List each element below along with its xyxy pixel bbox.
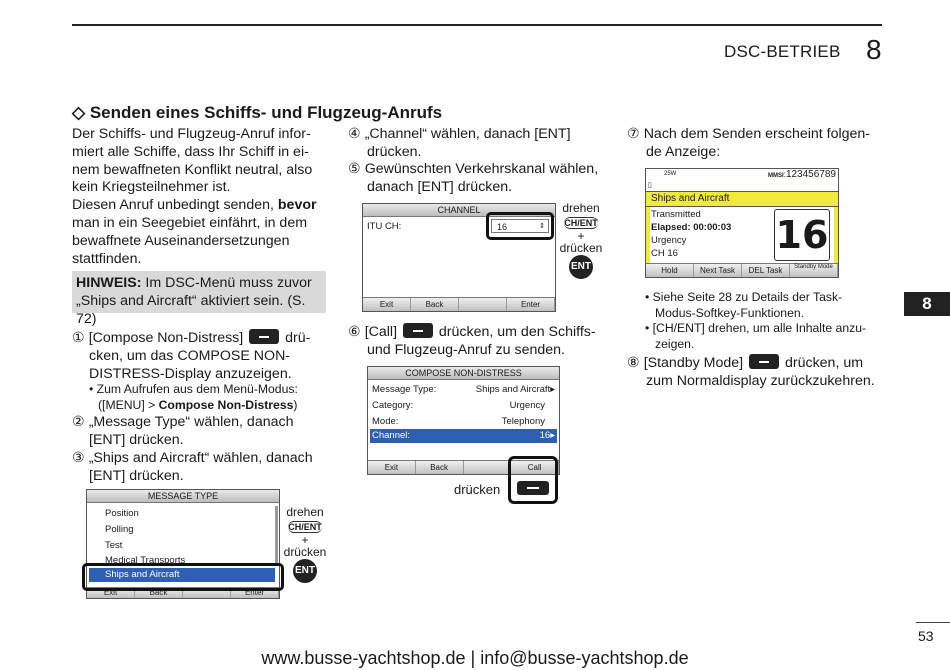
call-banner: Ships and Aircraft: [646, 192, 838, 207]
step-2: ② „Message Type“ wählen, danach [ENT] drücken.: [72, 414, 294, 448]
softkey-icon: [749, 354, 779, 369]
field-highlight: [486, 212, 554, 240]
softkey-icon: [517, 481, 549, 495]
step-6: ⑥ [Call] drücken, um den Schiffs- und Flugzeug-Anruf zu senden.: [348, 324, 596, 358]
call-press-label: drücken: [454, 482, 501, 497]
footer-rule: [916, 622, 950, 623]
step-4: ④ „Channel“ wählen, danach [ENT] drücken.: [348, 126, 571, 160]
dial-icon: CH/ENT: [564, 218, 598, 228]
step-8: ⑧ [Standby Mode] drücken, um zum Normaldisplay zurückzukehren.: [627, 355, 875, 389]
knob-hint-1: drehen CH/ENT + drücken ENT: [282, 505, 328, 583]
step-7-notes: • Siehe Seite 28 zu Details der Task- Modus-Softkey-Funktionen. • [CH/ENT] drehen, um alle Inhalte anzu- zeigen.: [645, 290, 867, 351]
header-rule: [72, 24, 882, 26]
step-1-note: • Zum Aufrufen aus dem Menü-Modus: ([MENU] > Compose Non-Distress): [89, 382, 298, 412]
softkey-icon: [403, 323, 433, 338]
hint-box: HINWEIS: Im DSC-Menü muss zuvor „Ships and Aircraft“ aktiviert sein. (S. 72): [72, 271, 326, 313]
section-title: DSC-BETRIEB: [724, 42, 841, 61]
screen-message-type: MESSAGE TYPE Position Polling Test Medical Transports Ships and Aircraft Exit Back Enter: [86, 489, 280, 599]
status-bar: 25W MMSI:123456789: [664, 169, 836, 180]
channel-field: 16 ⇕: [491, 219, 549, 233]
scrollbar: [275, 506, 278, 566]
ent-button-icon: ENT: [569, 255, 593, 279]
chapter-tab: 8: [904, 292, 950, 316]
call-key-highlight: [508, 456, 558, 504]
antenna-icon: ▯: [646, 181, 838, 192]
step-1: ① [Compose Non-Distress] drü- cken, um das COMPOSE NON- DISTRESS-Display anzuzeigen.: [72, 330, 311, 382]
call-status: Transmitted Elapsed: 00:00:03 Urgency CH 16: [651, 209, 732, 259]
ent-button-icon: ENT: [293, 559, 317, 583]
selected-item: Ships and Aircraft: [89, 568, 275, 582]
screen-channel: CHANNEL ITU CH: 16 ⇕ Exit Back Enter: [362, 203, 556, 312]
selection-highlight: [82, 563, 284, 591]
selected-row: Channel: 16▸: [372, 430, 555, 441]
page-number: 53: [918, 628, 934, 644]
heading-text: Senden eines Schiffs- und Flugzeug-Anrufs: [89, 103, 443, 122]
big-channel-display: 16: [774, 209, 830, 261]
screen-compose: COMPOSE NON-DISTRESS Message Type: Ships and Aircraft▸ Category: Urgency Mode: Telephony Channel: 16▸ Exit Back Call: [367, 366, 560, 475]
dial-icon: CH/ENT: [288, 522, 322, 532]
screen-result: 25W MMSI:123456789 ▯ Ships and Aircraft Transmitted Elapsed: 00:00:03 Urgency CH 16 16 Hold Next Task DEL Task Standby Mode: [645, 168, 839, 278]
section-heading: [72, 103, 442, 123]
step-3: ③ „Ships and Aircraft“ wählen, danach [ENT] drücken.: [72, 450, 313, 484]
footer-contact: www.busse-yachtshop.de | info@busse-yachtshop.de: [261, 648, 689, 668]
knob-hint-2: drehen CH/ENT + drücken ENT: [558, 201, 604, 279]
intro-paragraph: Der Schiffs- und Flugzeug-Anruf infor- miert alle Schiffe, dass Ihr Schiff in ei- nem bewaffneten Konflikt neutral, also kein Kriegsteilnehmer ist. Diesen Anruf unbedingt senden, bevor man in ein Seegebiet einfährt, in dem bewaffnete Auseinandersetzungen stattfinden.: [72, 126, 317, 267]
step-5: ⑤ Gewünschten Verkehrskanal wählen, danach [ENT] drücken.: [348, 161, 599, 195]
chapter-number: 8: [866, 34, 882, 65]
step-7: ⑦ Nach dem Senden erscheint folgen- de Anzeige:: [627, 126, 871, 160]
softkey-icon: [249, 329, 279, 344]
diamond-icon: ◇: [72, 103, 86, 122]
